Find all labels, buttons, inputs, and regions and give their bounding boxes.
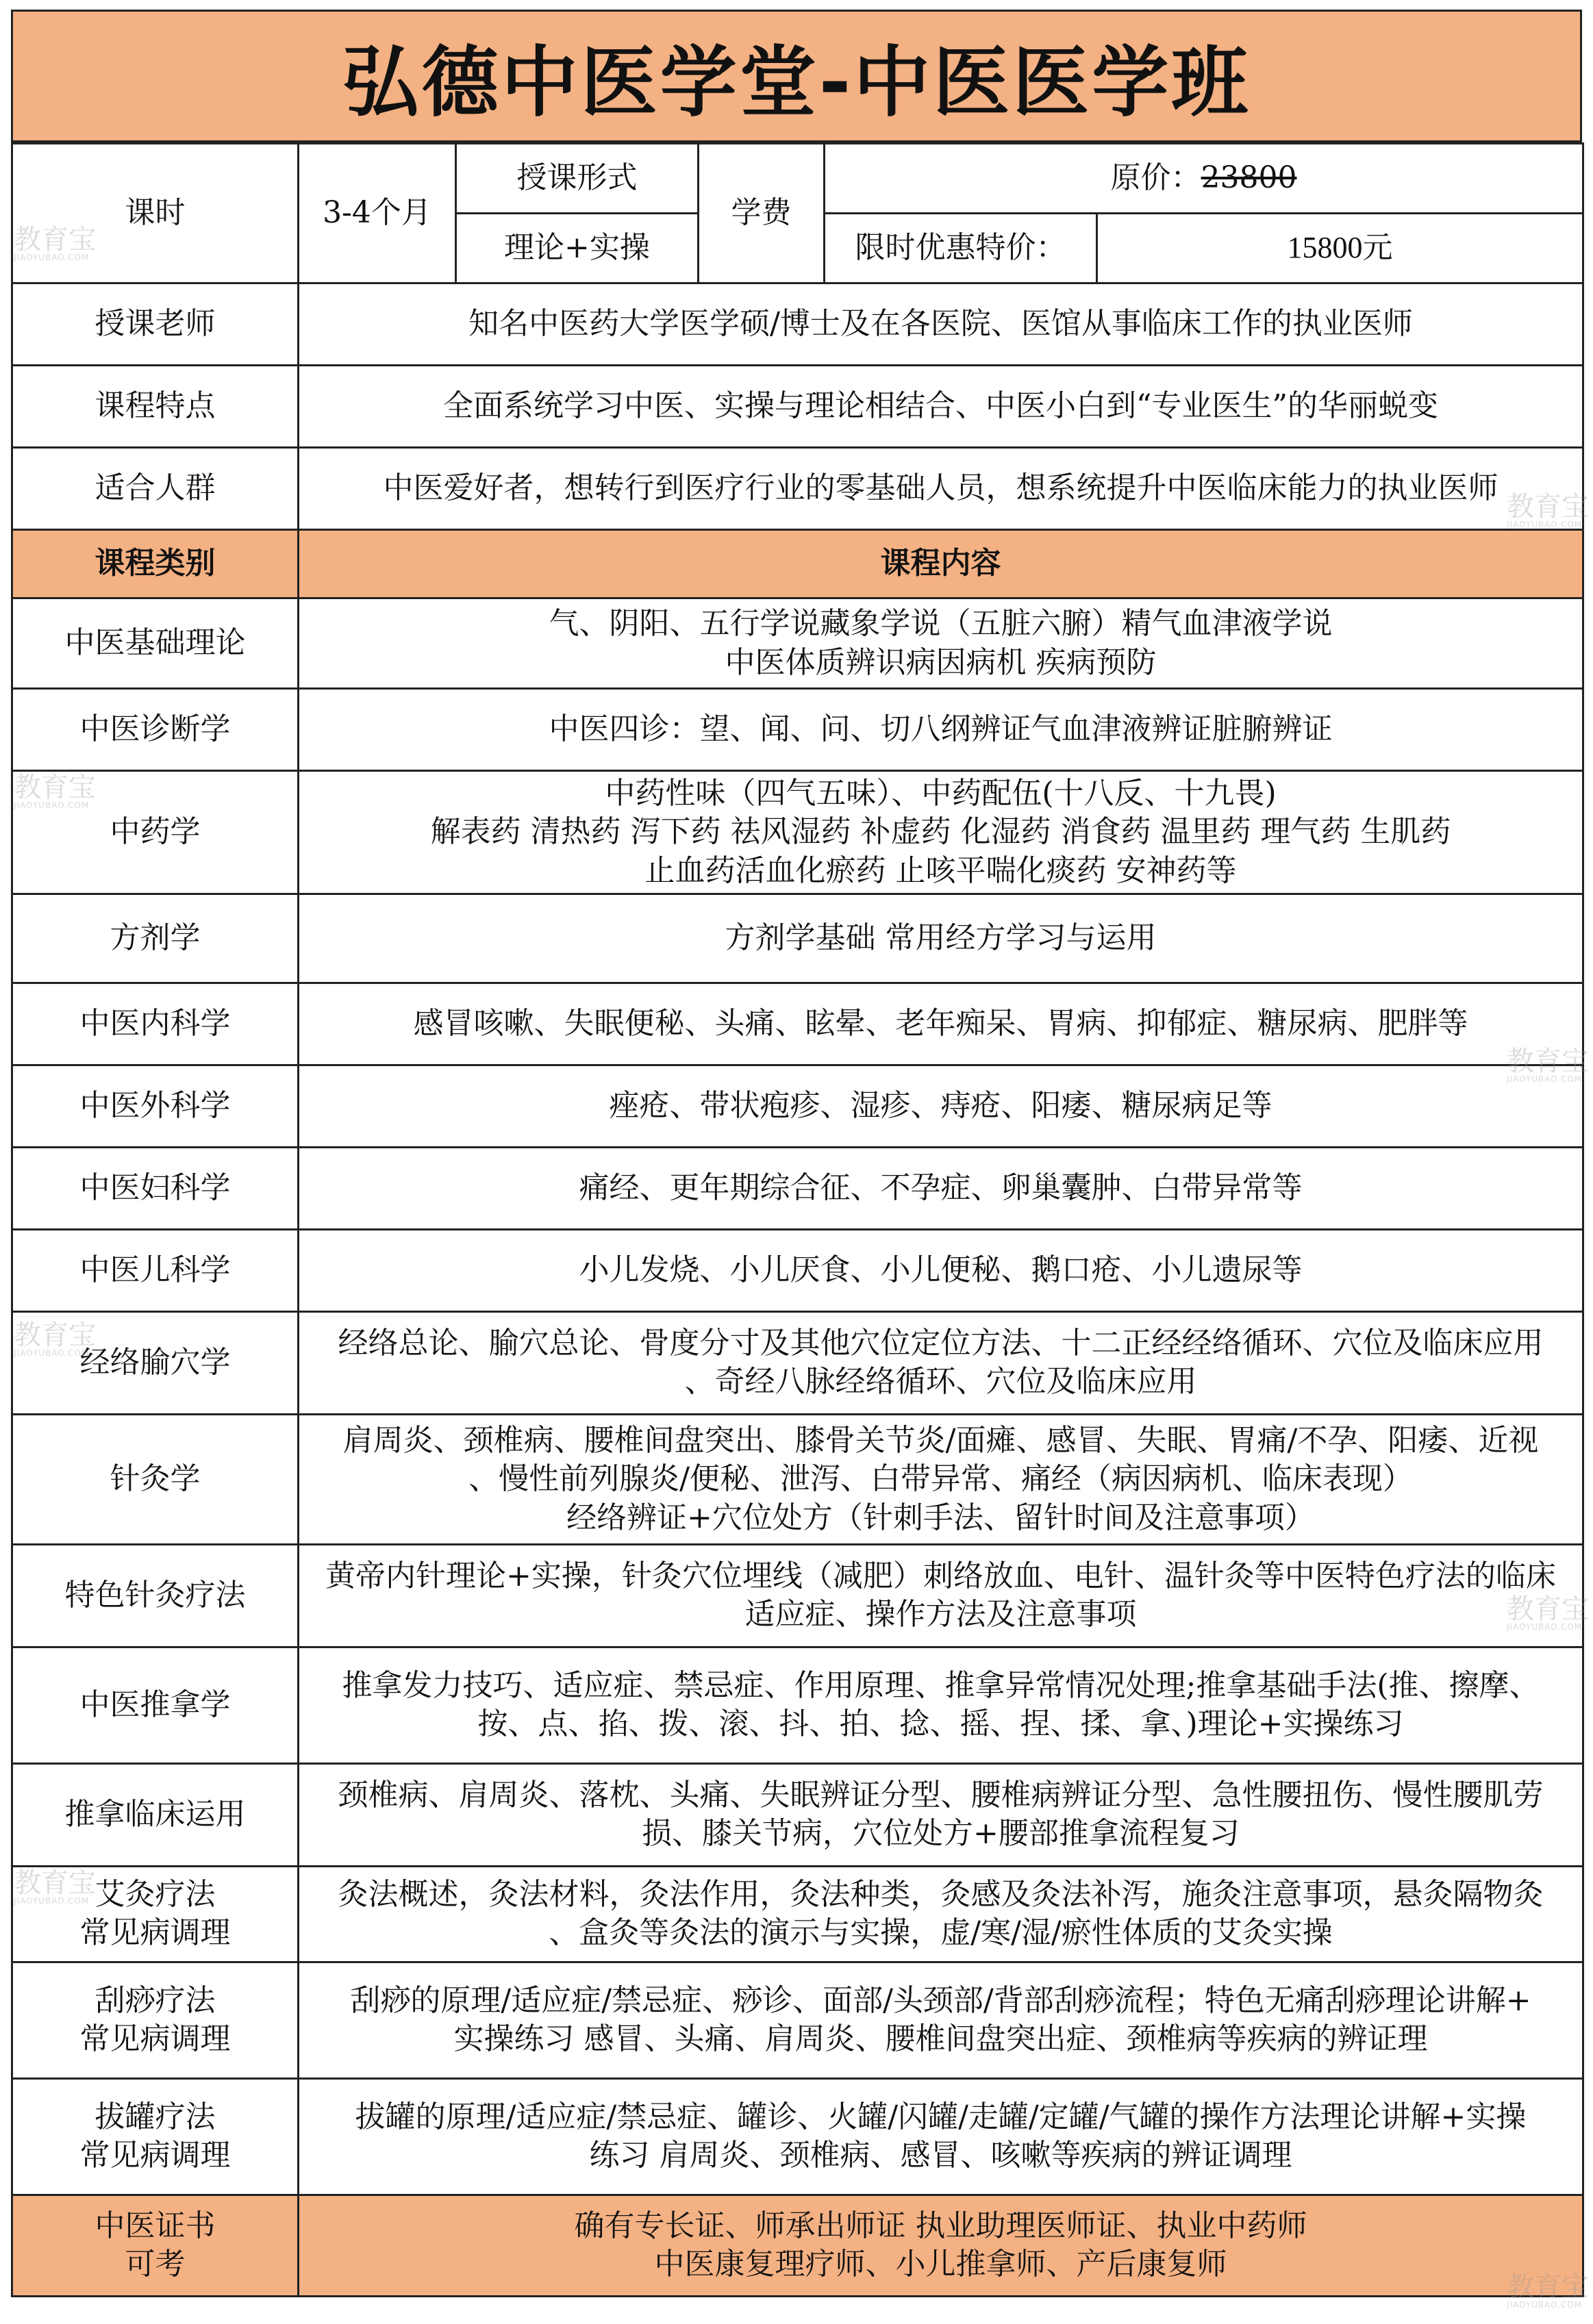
course-content — [299, 1311, 1583, 1414]
text-line: 止血药活血化瘀药 止咳平喘化痰药 安神药等 — [644, 852, 1237, 888]
page-title: 弘德中医学堂-中医医学班 — [342, 38, 1251, 127]
detail-value: 知名中医药大学医学硕/博士及在各医院、医馆从事临床工作的执业医师 — [299, 283, 1583, 366]
text-line: 中医推拿学 — [79, 1687, 231, 1723]
course-content — [299, 1065, 1583, 1147]
text-line: 中药性味（四气五味）、中药配伍(十八反、十九畏) — [605, 776, 1277, 811]
text-line: 实操练习 感冒、头痛、肩周炎、腰椎间盘突出症、颈椎病等疾病的辨证理 — [453, 2021, 1428, 2057]
detail-row — [12, 283, 1583, 366]
watermark-sub: JIAOYUBAO.COM — [1507, 1622, 1583, 1632]
detail-value: 全面系统学习中医、实操与理论相结合、中医小白到“专业医生”的华丽蜕变 — [299, 366, 1583, 448]
course-row — [12, 689, 1583, 771]
course-content — [299, 771, 1583, 894]
text-line: 损、膝关节病，穴位处方+腰部推拿流程复习 — [642, 1816, 1240, 1852]
text-line: 艾灸疗法 — [95, 1877, 216, 1912]
watermark-sub: JIAOYUBAO.COM — [1507, 2300, 1583, 2310]
course-category — [12, 2078, 299, 2195]
watermark-sub: JIAOYUBAO.COM — [1507, 1074, 1583, 1084]
text-line: 拔罐的原理/适应症/禁忌症、罐诊、火罐/闪罐/走罐/定罐/气罐的操作方法理论讲解+实操 — [355, 2099, 1527, 2135]
course-content — [299, 1147, 1583, 1229]
text-line: 中医诊断学 — [79, 711, 231, 747]
hours-value: 3-4个月 — [299, 144, 456, 283]
text-line: 常见病调理 — [79, 2138, 231, 2173]
text-line: 适应症、操作方法及注意事项 — [744, 1597, 1137, 1632]
course-category — [12, 1065, 299, 1147]
course-row — [12, 983, 1583, 1065]
course-category — [12, 689, 299, 771]
watermark-sub: JIAOYUBAO.COM — [14, 253, 90, 262]
text-line: 刮痧疗法 — [95, 1983, 216, 2019]
course-row — [12, 1763, 1583, 1866]
course-row — [12, 598, 1583, 689]
certificate-list — [299, 2195, 1583, 2296]
text-line: 方剂学 — [110, 920, 201, 956]
course-category — [12, 771, 299, 894]
course-category — [12, 1147, 299, 1229]
detail-value: 中医爱好者，想转行到医疗行业的零基础人员，想系统提升中医临床能力的执业医师 — [299, 448, 1583, 530]
text-line: 按、点、掐、拨、滚、抖、拍、捻、摇、捏、揉、拿、)理论+实操练习 — [477, 1706, 1404, 1742]
text-line: 、奇经八脉经络循环、穴位及临床应用 — [684, 1364, 1197, 1400]
watermark-text: 教育宝 — [14, 772, 96, 803]
course-sheet — [11, 10, 1582, 2314]
watermark-text: 教育宝 — [14, 224, 96, 255]
text-line: 、慢性前列腺炎/便秘、泄泻、白带异常、痛经（病因病机、临床表现） — [468, 1461, 1413, 1497]
course-content — [299, 983, 1583, 1065]
watermark-text: 教育宝 — [14, 1319, 96, 1351]
title-bar — [11, 10, 1582, 142]
text-line: 、盒灸等灸法的演示与实操，虚/寒/湿/瘀性体质的艾灸实操 — [549, 1915, 1333, 1951]
detail-label: 课程特点 — [12, 366, 299, 448]
course-category — [12, 1647, 299, 1763]
course-category — [12, 1962, 299, 2078]
text-line: 中医基础理论 — [64, 625, 246, 661]
course-category — [12, 1311, 299, 1414]
format-value: 理论+实操 — [456, 214, 699, 283]
hours-label: 课时 — [12, 144, 299, 283]
course-row — [12, 2078, 1583, 2195]
text-line: 痤疮、带状疱疹、湿疹、痔疮、阳痿、糖尿病足等 — [609, 1088, 1272, 1124]
course-row — [12, 1962, 1583, 2078]
text-line: 小儿发烧、小儿厌食、小儿便秘、鹅口疮、小儿遗尿等 — [579, 1252, 1303, 1288]
watermark-text: 教育宝 — [1507, 1046, 1589, 1077]
watermark-sub: JIAOYUBAO.COM — [14, 1896, 90, 1906]
course-category — [12, 983, 299, 1065]
text-line: 肩周炎、颈椎病、腰椎间盘突出、膝骨关节炎/面瘫、感冒、失眠、胃痛/不孕、阳痿、近视 — [342, 1422, 1539, 1458]
course-content — [299, 1414, 1583, 1544]
text-line: 中医体质辨识病因病机 疾病预防 — [725, 644, 1157, 680]
fee-label: 学费 — [699, 144, 825, 283]
detail-label: 授课老师 — [12, 283, 299, 366]
text-line: 经络辨证+穴位处方（针刺手法、留针时间及注意事项） — [566, 1500, 1315, 1535]
text-line: 刮痧的原理/适应症/禁忌症、痧诊、面部/头颈部/背部刮痧流程；特色无痛刮痧理论讲解+ — [350, 1983, 1531, 2019]
text-line: 可考 — [125, 2247, 186, 2282]
certificate-row — [12, 2195, 1583, 2296]
text-line: 中医儿科学 — [79, 1252, 231, 1288]
course-category — [12, 894, 299, 983]
course-content — [299, 2078, 1583, 2195]
watermark-text: 教育宝 — [14, 1867, 96, 1899]
course-row — [12, 894, 1583, 983]
text-line: 灸法概述，灸法材料，灸法作用，灸法种类，灸感及灸法补泻，施灸注意事项，悬灸隔物灸 — [338, 1877, 1544, 1912]
course-row — [12, 1647, 1583, 1763]
course-row — [12, 1414, 1583, 1544]
text-line: 拔罐疗法 — [95, 2099, 216, 2135]
course-content — [299, 1647, 1583, 1763]
original-price-cell — [825, 144, 1583, 214]
course-category — [12, 1544, 299, 1647]
course-content — [299, 894, 1583, 983]
original-price-value: 23800 — [1201, 160, 1297, 196]
text-line: 练习 肩周炎、颈椎病、感冒、咳嗽等疾病的辨证调理 — [589, 2138, 1292, 2173]
course-content — [299, 1229, 1583, 1311]
watermark-text: 教育宝 — [1507, 1593, 1589, 1625]
watermark-sub: JIAOYUBAO.COM — [14, 800, 90, 810]
text-line: 中药学 — [110, 814, 201, 850]
course-content — [299, 1866, 1583, 1962]
text-line: 解表药 清热药 泻下药 祛风湿药 补虚药 化湿药 消食药 温里药 理气药 生肌药 — [430, 814, 1451, 850]
promo-price: 15800元 — [1097, 214, 1583, 283]
promo-label: 限时优惠特价： — [825, 214, 1097, 283]
text-line: 推拿临床运用 — [64, 1797, 246, 1832]
text-line: 痛经、更年期综合征、不孕症、卵巢囊肿、白带异常等 — [579, 1170, 1303, 1206]
course-content — [299, 1544, 1583, 1647]
text-line: 感冒咳嗽、失眠便秘、头痛、眩晕、老年痴呆、胃病、抑郁症、糖尿病、肥胖等 — [413, 1006, 1468, 1041]
course-category — [12, 1229, 299, 1311]
course-header-row — [12, 530, 1583, 598]
detail-row — [12, 448, 1583, 530]
text-line: 中医内科学 — [79, 1006, 231, 1041]
text-line: 中医证书 — [95, 2208, 216, 2244]
course-row — [12, 771, 1583, 894]
content-header: 课程内容 — [299, 530, 1583, 598]
text-line: 经络总论、腧穴总论、骨度分寸及其他穴位定位方法、十二正经经络循环、穴位及临床应用 — [338, 1326, 1544, 1361]
original-price-label: 原价： — [1110, 160, 1201, 196]
watermark-sub: JIAOYUBAO.COM — [14, 1348, 90, 1358]
category-header: 课程类别 — [12, 530, 299, 598]
course-content — [299, 1763, 1583, 1866]
course-row — [12, 1866, 1583, 1962]
text-line: 常见病调理 — [79, 2021, 231, 2057]
course-category — [12, 1414, 299, 1544]
course-content — [299, 1962, 1583, 2078]
detail-row — [12, 366, 1583, 448]
watermark-text: 教育宝 — [1507, 491, 1589, 522]
text-line: 气、阴阳、五行学说藏象学说（五脏六腑）精气血津液学说 — [549, 606, 1333, 642]
course-category — [12, 1866, 299, 1962]
text-line: 颈椎病、肩周炎、落枕、头痛、失眠辨证分型、腰椎病辨证分型、急性腰扭伤、慢性腰肌劳 — [338, 1778, 1544, 1813]
course-row — [12, 1311, 1583, 1414]
course-content — [299, 689, 1583, 771]
course-row — [12, 1544, 1583, 1647]
course-table — [11, 142, 1584, 2297]
text-line: 黄帝内针理论+实操，针灸穴位埋线（减肥）刺络放血、电针、温针灸等中医特色疗法的临床 — [325, 1558, 1556, 1594]
watermark-text: 教育宝 — [1507, 2271, 1589, 2303]
text-line: 中医妇科学 — [79, 1170, 231, 1206]
detail-label: 适合人群 — [12, 448, 299, 530]
course-category — [12, 598, 299, 689]
certificate-label — [12, 2195, 299, 2296]
course-content — [299, 598, 1583, 689]
text-line: 常见病调理 — [79, 1915, 231, 1951]
course-row — [12, 1065, 1583, 1147]
watermark-sub: JIAOYUBAO.COM — [1507, 520, 1583, 529]
text-line: 确有专长证、师承出师证 执业助理医师证、执业中药师 — [574, 2208, 1307, 2244]
text-line: 针灸学 — [110, 1461, 201, 1497]
course-category — [12, 1763, 299, 1866]
course-row — [12, 1147, 1583, 1229]
text-line: 特色针灸疗法 — [64, 1578, 246, 1613]
text-line: 推拿发力技巧、适应症、禁忌症、作用原理、推拿异常情况处理;推拿基础手法(推、擦摩、 — [342, 1668, 1540, 1704]
text-line: 中医四诊：望、闻、问、切八纲辨证气血津液辨证脏腑辨证 — [549, 711, 1333, 747]
info-row-top — [12, 144, 1583, 214]
format-label: 授课形式 — [456, 144, 699, 214]
text-line: 经络腧穴学 — [79, 1345, 231, 1380]
course-row — [12, 1229, 1583, 1311]
text-line: 中医外科学 — [79, 1088, 231, 1124]
text-line: 方剂学基础 常用经方学习与运用 — [725, 920, 1157, 956]
text-line: 中医康复理疗师、小儿推拿师、产后康复师 — [654, 2247, 1227, 2282]
